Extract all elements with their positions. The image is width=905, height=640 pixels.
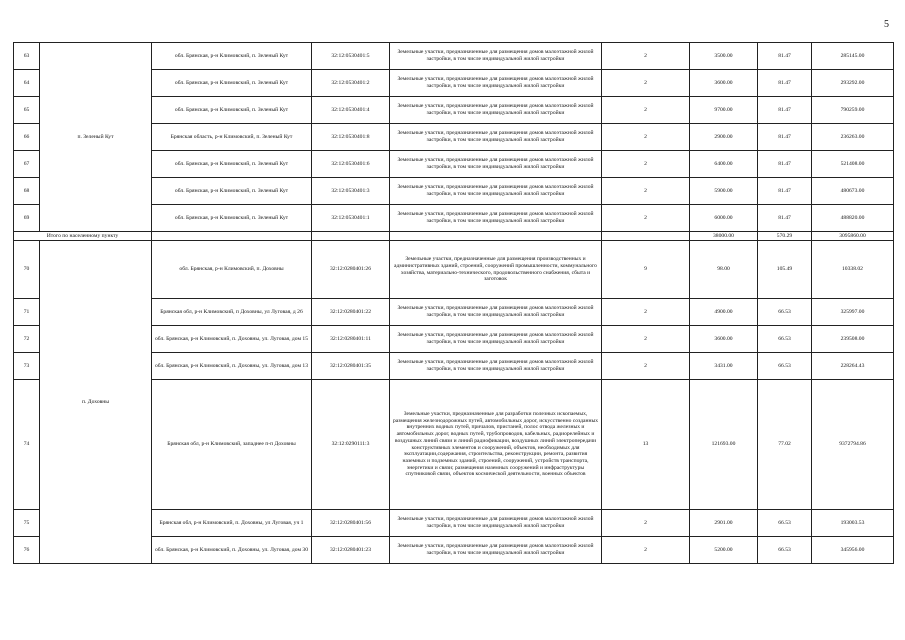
group-cell: 2 bbox=[602, 43, 690, 70]
table-row bbox=[14, 241, 894, 299]
locality-cell: п. Зеленый Кут bbox=[40, 43, 152, 232]
area-cell: 3600.00 bbox=[690, 70, 758, 97]
land-use-cell: Земельные участки, предназначенные для размещения домов малоэтажной жилой застройки, в том числе индивидуальной жилой застройки bbox=[390, 205, 602, 232]
row-number: 68 bbox=[14, 178, 40, 205]
rate-cell: 81.47 bbox=[758, 43, 812, 70]
address-cell: Брянская область, р-н Климовский, п. Зеленый Кут bbox=[152, 124, 312, 151]
cadastral-number-cell: 32:12:0280401:11 bbox=[312, 326, 390, 353]
group-cell: 2 bbox=[602, 326, 690, 353]
total-rate: 570.29 bbox=[758, 232, 812, 241]
row-number: 71 bbox=[14, 299, 40, 326]
land-use-cell: Земельные участки, предназначенные для размещения домов малоэтажной жилой застройки, в том числе индивидуальной жилой застройки bbox=[390, 97, 602, 124]
land-use-cell: Земельные участки, предназначенные для размещения домов малоэтажной жилой застройки, в том числе индивидуальной жилой застройки bbox=[390, 510, 602, 537]
row-number: 69 bbox=[14, 205, 40, 232]
cadastral-value-cell: 285145.00 bbox=[812, 43, 894, 70]
row-number: 73 bbox=[14, 353, 40, 380]
area-cell: 5900.00 bbox=[690, 178, 758, 205]
area-cell: 2900.00 bbox=[690, 124, 758, 151]
row-number: 72 bbox=[14, 326, 40, 353]
area-cell: 3500.00 bbox=[690, 43, 758, 70]
area-cell: 121693.00 bbox=[690, 380, 758, 510]
land-use-cell: Земельные участки, предназначенные для разработки полезных ископаемых, размещения железнодорожных путей, автомобильных дорог, искусственно созданных внутренних водных путей, причалов, пристаней, полос отвода железных и автомобильных дорог, водных путей, трубопроводов, кабельных, радиорелейных и воздушных линий связи и линий радиофикации, воздушных линий электропередачи конструктивных элементов и сооружений, объектов, необходимых для эксплуатации,содержания, строительства, реконструкции, ремонта, развития наземных и подземных зданий, строений, сооружений, устройств транспорта, энергетики и связи; размещения наземных сооружений и инфраструктуры спутниковой связи, объектов космической деятельности, военных объектов bbox=[390, 380, 602, 510]
row-number: 74 bbox=[14, 380, 40, 510]
empty-cell bbox=[602, 232, 690, 241]
row-number: 64 bbox=[14, 70, 40, 97]
cadastral-number-cell: 32:12:0530401:3 bbox=[312, 178, 390, 205]
cadastral-number-cell: 32:12:0530401:5 bbox=[312, 43, 390, 70]
empty-cell bbox=[390, 232, 602, 241]
address-cell: Брянская обл, р-н Климовский, п Доховны, ул Луговая, д 26 bbox=[152, 299, 312, 326]
area-cell: 4900.00 bbox=[690, 299, 758, 326]
rate-cell: 81.47 bbox=[758, 97, 812, 124]
rate-cell: 81.47 bbox=[758, 70, 812, 97]
address-cell: обл. Брянская, р-н Климовский, п. Доховны, ул. Луговая, дом 13 bbox=[152, 353, 312, 380]
cadastral-number-cell: 32:12:0530401:8 bbox=[312, 124, 390, 151]
rate-cell: 66.53 bbox=[758, 510, 812, 537]
group-cell: 2 bbox=[602, 537, 690, 564]
cadastral-value-cell: 193003.53 bbox=[812, 510, 894, 537]
cadastral-value-cell: 345956.00 bbox=[812, 537, 894, 564]
cadastral-number-cell: 32:12:0280401:35 bbox=[312, 353, 390, 380]
page-number: 5 bbox=[884, 19, 889, 30]
total-area: 38000.00 bbox=[690, 232, 758, 241]
cadastral-value-cell: 293292.00 bbox=[812, 70, 894, 97]
cadastral-number-cell: 32:12:0280401:56 bbox=[312, 510, 390, 537]
row-number: 63 bbox=[14, 43, 40, 70]
group-cell: 2 bbox=[602, 353, 690, 380]
group-cell: 2 bbox=[602, 299, 690, 326]
area-cell: 6400.00 bbox=[690, 151, 758, 178]
land-use-cell: Земельные участки, предназначенные для размещения домов малоэтажной жилой застройки, в том числе индивидуальной жилой застройки bbox=[390, 299, 602, 326]
row-number: 67 bbox=[14, 151, 40, 178]
area-cell: 9700.00 bbox=[690, 97, 758, 124]
area-cell: 3431.00 bbox=[690, 353, 758, 380]
rate-cell: 105.49 bbox=[758, 241, 812, 299]
cadastral-value-cell: 521408.00 bbox=[812, 151, 894, 178]
area-cell: 2901.00 bbox=[690, 510, 758, 537]
cadastral-number-cell: 32:12:0280401:22 bbox=[312, 299, 390, 326]
address-cell: обл. Брянская, р-н Климовский, п. Доховны bbox=[152, 241, 312, 299]
land-use-cell: Земельные участки, предназначенные для размещения домов малоэтажной жилой застройки, в том числе индивидуальной жилой застройки bbox=[390, 43, 602, 70]
rate-cell: 81.47 bbox=[758, 124, 812, 151]
group-cell: 2 bbox=[602, 178, 690, 205]
cadastral-number-cell: 32:12:0280401:23 bbox=[312, 537, 390, 564]
cadastral-number-cell: 32:12:0280401:26 bbox=[312, 241, 390, 299]
total-row bbox=[14, 232, 894, 241]
rate-cell: 66.53 bbox=[758, 326, 812, 353]
rate-cell: 77.02 bbox=[758, 380, 812, 510]
group-cell: 2 bbox=[602, 205, 690, 232]
total-value: 3095860.00 bbox=[812, 232, 894, 241]
row-number: 76 bbox=[14, 537, 40, 564]
address-cell: Брянская обл, р-н Климовский, западнее п-п Доховны bbox=[152, 380, 312, 510]
group-cell: 2 bbox=[602, 124, 690, 151]
cadastral-number-cell: 32:12:0530401:2 bbox=[312, 70, 390, 97]
rate-cell: 81.47 bbox=[758, 205, 812, 232]
area-cell: 3600.00 bbox=[690, 326, 758, 353]
cadastral-number-cell: 32:12:0290111:3 bbox=[312, 380, 390, 510]
cadastral-number-cell: 32:12:0530401:6 bbox=[312, 151, 390, 178]
address-cell: обл. Брянская, р-н Климовский, п. Зеленый Кут bbox=[152, 178, 312, 205]
cadastral-number-cell: 32:12:0530401:4 bbox=[312, 97, 390, 124]
address-cell: обл. Брянская, р-н Климовский, п. Зеленый Кут bbox=[152, 151, 312, 178]
group-cell: 9 bbox=[602, 241, 690, 299]
cadastral-value-cell: 239508.00 bbox=[812, 326, 894, 353]
row-number: 70 bbox=[14, 241, 40, 299]
cadastral-value-cell: 325997.00 bbox=[812, 299, 894, 326]
total-label: Итого по населенному пункту bbox=[14, 232, 152, 241]
cadastral-value-cell: 488820.00 bbox=[812, 205, 894, 232]
land-use-cell: Земельные участки, предназначенные для размещения домов малоэтажной жилой застройки, в том числе индивидуальной жилой застройки bbox=[390, 124, 602, 151]
land-use-cell: Земельные участки, предназначенные для размещения домов малоэтажной жилой застройки, в том числе индивидуальной жилой застройки bbox=[390, 326, 602, 353]
rate-cell: 81.47 bbox=[758, 178, 812, 205]
row-number: 75 bbox=[14, 510, 40, 537]
group-cell: 2 bbox=[602, 70, 690, 97]
cadastral-value-cell: 9372794.86 bbox=[812, 380, 894, 510]
rate-cell: 66.53 bbox=[758, 537, 812, 564]
cadastral-value-table bbox=[13, 42, 894, 564]
land-use-cell: Земельные участки, предназначенные для размещения домов малоэтажной жилой застройки, в том числе индивидуальной жилой застройки bbox=[390, 70, 602, 97]
cadastral-value-cell: 480673.00 bbox=[812, 178, 894, 205]
land-use-cell: Земельные участки, предназначенные для размещения домов малоэтажной жилой застройки, в том числе индивидуальной жилой застройки bbox=[390, 178, 602, 205]
address-cell: Брянская обл, р-н Климовский, п. Доховны, ул Луговая, уч 1 bbox=[152, 510, 312, 537]
address-cell: обл. Брянская, р-н Климовский, п. Зеленый Кут bbox=[152, 205, 312, 232]
area-cell: 6000.00 bbox=[690, 205, 758, 232]
row-number: 66 bbox=[14, 124, 40, 151]
cadastral-value-cell: 236263.00 bbox=[812, 124, 894, 151]
land-use-cell: Земельные участки, предназначенные для размещения домов малоэтажной жилой застройки, в том числе индивидуальной жилой застройки bbox=[390, 537, 602, 564]
land-use-cell: Земельные участки, предназначенные для размещения домов малоэтажной жилой застройки, в том числе индивидуальной жилой застройки bbox=[390, 151, 602, 178]
address-cell: обл. Брянская, р-н Климовский, п. Зеленый Кут bbox=[152, 43, 312, 70]
row-number: 65 bbox=[14, 97, 40, 124]
rate-cell: 66.53 bbox=[758, 299, 812, 326]
area-cell: 5200.00 bbox=[690, 537, 758, 564]
address-cell: обл. Брянская, р-н Климовский, п. Зеленый Кут bbox=[152, 70, 312, 97]
empty-cell bbox=[312, 232, 390, 241]
table-body bbox=[14, 43, 894, 564]
group-cell: 2 bbox=[602, 151, 690, 178]
group-cell: 2 bbox=[602, 97, 690, 124]
address-cell: обл. Брянская, р-н Климовский, п. Зеленый Кут bbox=[152, 97, 312, 124]
group-cell: 13 bbox=[602, 380, 690, 510]
rate-cell: 81.47 bbox=[758, 151, 812, 178]
cadastral-value-cell: 10338.02 bbox=[812, 241, 894, 299]
cadastral-value-cell: 228264.43 bbox=[812, 353, 894, 380]
land-use-cell: Земельные участки, предназначенные для размещения производственных и административных зданий, строений, сооружений промышленности, коммунального хозяйства, материально-технического, продовольственного снабжения, сбыта и заготовок bbox=[390, 241, 602, 299]
cadastral-value-cell: 790259.00 bbox=[812, 97, 894, 124]
area-cell: 98.00 bbox=[690, 241, 758, 299]
land-use-cell: Земельные участки, предназначенные для размещения домов малоэтажной жилой застройки, в том числе индивидуальной жилой застройки bbox=[390, 353, 602, 380]
cadastral-number-cell: 32:12:0530401:1 bbox=[312, 205, 390, 232]
empty-cell bbox=[152, 232, 312, 241]
rate-cell: 66.53 bbox=[758, 353, 812, 380]
address-cell: обл. Брянская, р-н Климовский, п. Доховны, ул. Луговая, дом 30 bbox=[152, 537, 312, 564]
table-row bbox=[14, 43, 894, 70]
group-cell: 2 bbox=[602, 510, 690, 537]
locality-cell: п. Доховны bbox=[40, 241, 152, 564]
address-cell: обл. Брянская, р-н Климовский, п. Доховны, ул. Луговая, дом 15 bbox=[152, 326, 312, 353]
